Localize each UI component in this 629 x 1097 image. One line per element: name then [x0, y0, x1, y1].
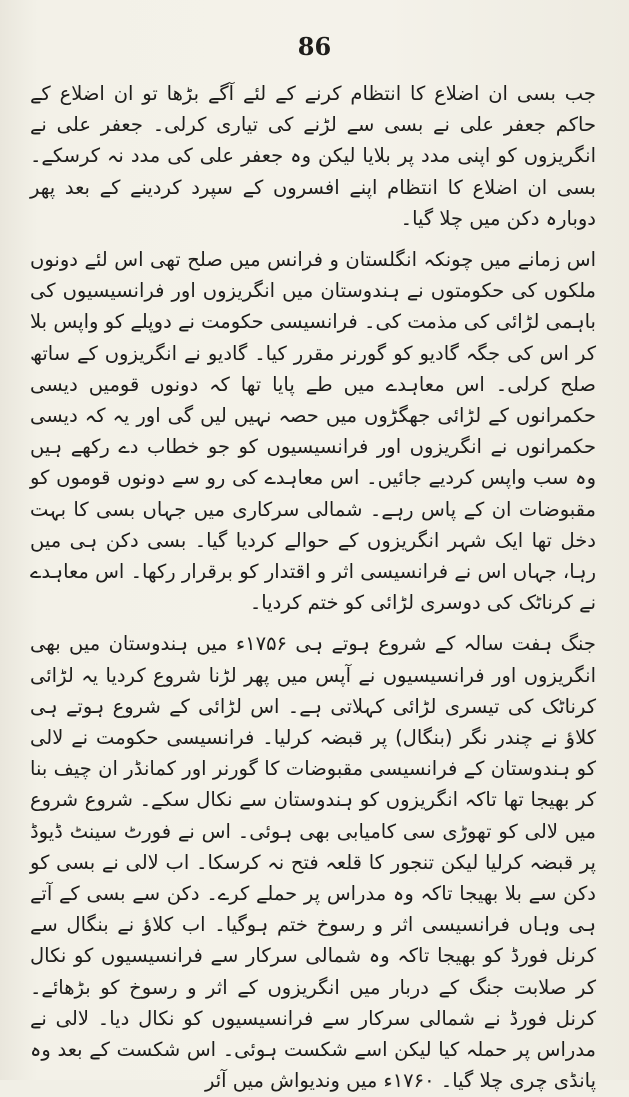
- paragraph-1: جب بسی ان اضلاع کا انتظام کرنے کے لئے آگے بڑھا تو ان اضلاع کے حاکم جعفر علی نے بسی سے لڑنے کی تیاری کرلی۔ جعفر علی نے انگریزوں کو اپنی مدد پر بلایا لیکن وہ جعفر علی کی مدد نہ کرسکے۔ بسی ان اضلاع کا انتظام اپنے افسروں کے سپرد کردینے کے بعد پھر دوبارہ دکن میں چلا گیا۔: [30, 82, 596, 230]
- paragraph-3: جنگ ہفت سالہ کے شروع ہوتے ہی ۱۷۵۶ء میں ہندوستان میں بھی انگریزوں اور فرانسیسیوں نے آپس میں پھر لڑنا شروع کردیا یہ لڑائی کرناٹک کی تیسری لڑائی کہلاتی ہے۔ اس لڑائی کے شروع ہوتے ہی کلاؤ نے چندر نگر (بنگال) پر قبضہ کرلیا۔ فرانسیسی حکومت نے لالی کو ہندوستان کے فرانسیسی مقبوضات کا گورنر اور کمانڈر ان چیف بنا کر بھیجا تھا تاکہ انگریزوں کو ہندوستان سے نکال سکے۔ شروع شروع میں لالی کو تھوڑی سی کامیابی بھی ہوئی۔ اس نے فورٹ سینٹ ڈیوڈ پر قبضہ کرلیا لیکن تنجور کا قلعہ فتح نہ کرسکا۔ اب لالی نے بسی کو دکن سے بلا بھیجا تاکہ وہ مدراس پر حملے کرے۔ دکن سے بسی کے آتے ہی وہاں فرانسیسی اثر و رسوخ ختم ہوگیا۔ اب کلاؤ نے بنگال سے کرنل فورڈ کو بھیجا تاکہ وہ شمالی سرکار سے فرانسیسیوں کو نکال کر صلابت جنگ کے دربار میں انگریزوں کے اثر و رسوخ کو بڑھائے۔ کرنل فورڈ نے شمالی سرکار سے فرانسیسیوں کو نکال دیا۔ لالی نے مدراس پر حملہ کیا لیکن اسے شکست ہوئی۔ اس شکست کے بعد وہ پانڈی چری چلا گیا۔ ۱۷۶۰ء میں وندیواش میں آئر: [30, 632, 596, 1093]
- page-number: 86: [297, 32, 332, 61]
- paragraph-2: اس زمانے میں چونکہ انگلستان و فرانس میں صلح تھی اس لئے دونوں ملکوں کی حکومتوں نے ہندوستان میں انگریزوں اور فرانسیسیوں کی باہمی لڑائی کی مذمت کی۔ فرانسیسی حکومت نے دوپلے کو واپس بلا کر اس کی جگہ گادیو کو گورنر مقرر کیا۔ گادیو نے انگریزوں کے ساتھ صلح کرلی۔ اس معاہدے میں طے پایا تھا کہ دونوں قومیں دیسی حکمرانوں کے لڑائی جھگڑوں میں حصہ نہیں لیں گی اور یہ کہ دیسی حکمرانوں نے انگریزوں اور فرانسیسیوں کو جو خطاب دے رکھے ہیں وہ سب واپس کردیے جائیں۔ اس معاہدے کی رو سے دونوں قوموں کو مقبوضات ان کے پاس رہے۔ شمالی سرکاری میں جہاں بسی کا بہت دخل تھا ایک شہر انگریزوں کے حوالے کردیا گیا۔ بسی دکن ہی میں رہا، جہاں اس نے فرانسیسی اثر و اقتدار کو برقرار رکھا۔ اس معاہدے نے کرناٹک کی دوسری لڑائی کو ختم کردیا۔: [30, 248, 596, 615]
- page-text: [30, 78, 596, 1097]
